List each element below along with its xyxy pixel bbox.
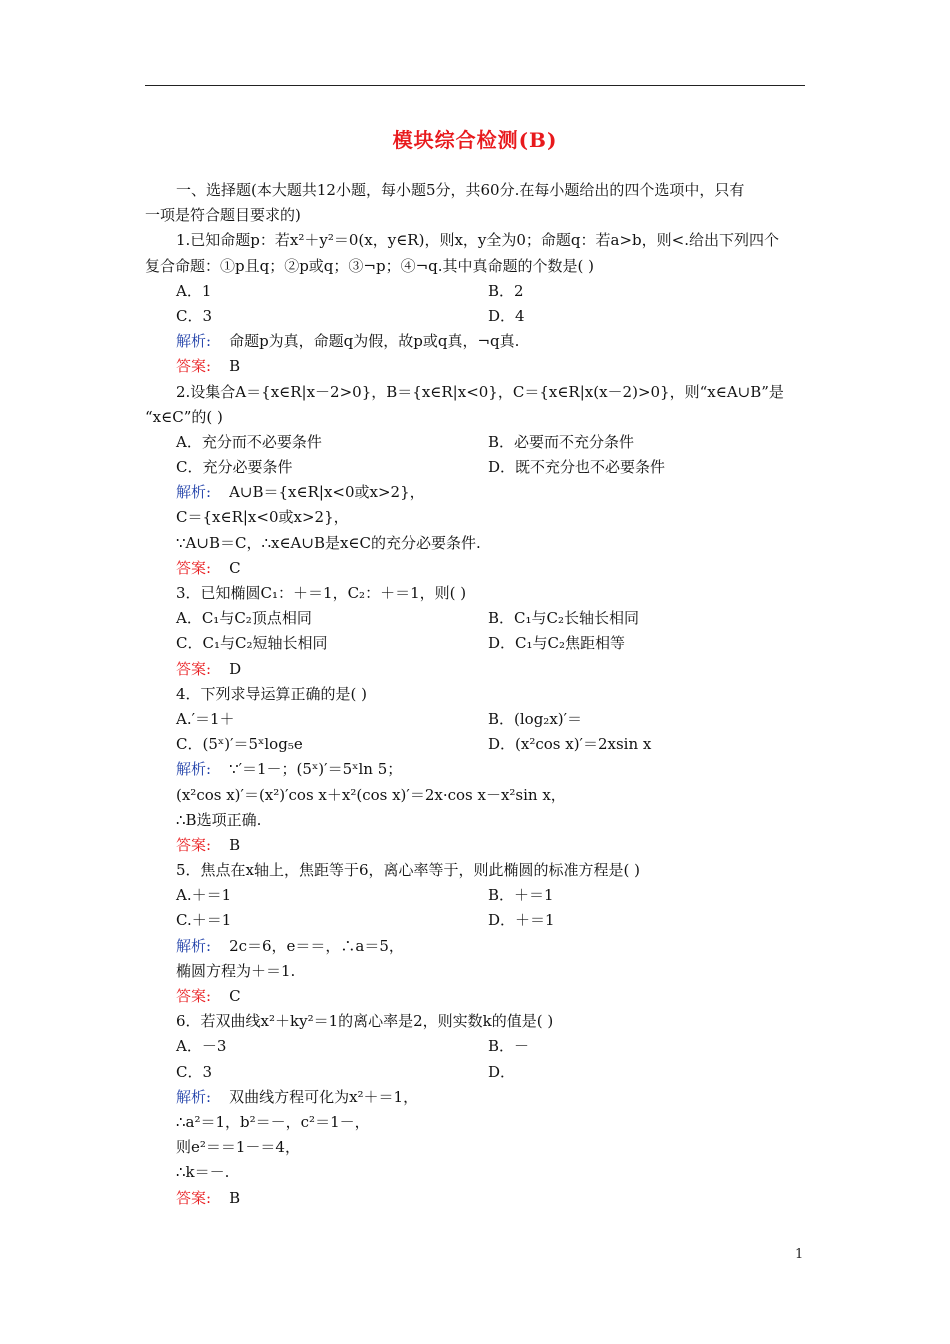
option-row (145, 430, 810, 455)
answer-line (145, 984, 810, 1009)
option-row (145, 455, 810, 480)
analysis-text: ∵′＝1－；(5ˣ)′＝5ˣln 5； (229, 760, 403, 779)
answer-line (145, 1186, 810, 1211)
option-c: C．(5ˣ)′＝5ˣlog₅e (176, 735, 303, 754)
answer-line (145, 833, 810, 858)
question-stem: 6．若双曲线x²＋ky²＝1的离心率是2，则实数k的值是( ) (176, 1012, 554, 1031)
analysis-line (145, 757, 810, 782)
answer-value: B (229, 835, 241, 854)
option-row (145, 304, 810, 329)
answer-line (145, 354, 810, 379)
option-d: D．C₁与C₂焦距相等 (488, 634, 626, 653)
analysis-text: 双曲线方程可化为x²＋＝1， (229, 1087, 419, 1106)
analysis-extra-line: ∴a²＝1，b²＝－，c²＝1－， (176, 1112, 370, 1131)
option-b: B．(log₂x)′＝ (488, 709, 583, 728)
option-d: D．(x²cos x)′＝2xsin x (488, 735, 652, 754)
option-c: C．C₁与C₂短轴长相同 (176, 634, 328, 653)
answer-value: C (229, 558, 241, 577)
option-c: C.＋＝1 (176, 911, 232, 930)
answer-label: 答案: (176, 558, 212, 577)
answer-label: 答案: (176, 835, 212, 854)
analysis-label: 解析: (176, 483, 212, 502)
option-a: A．－3 (176, 1037, 227, 1056)
answer-line (145, 556, 810, 581)
option-row (145, 732, 810, 757)
analysis-extra-line: ∴B选项正确. (176, 810, 262, 829)
analysis-text: A∪B＝{x∈R|x<0或x>2}， (229, 483, 425, 502)
answer-value: B (229, 1188, 241, 1207)
analysis-extra-line: 则e²＝＝1－＝4， (176, 1138, 300, 1157)
option-b: B．2 (488, 281, 524, 300)
answer-value: B (229, 357, 241, 376)
question-stem: 1.已知命题p：若x²＋y²＝0(x，y∈R)，则x，y全为0；命题q：若a>b，则<.给出下列四个 (176, 231, 779, 250)
question-stem: 2.设集合A＝{x∈R|x－2>0}，B＝{x∈R|x<0}，C＝{x∈R|x(x－2)>0}，则“x∈A∪B”是 (176, 382, 784, 401)
analysis-extra-line: 椭圆方程为＋＝1. (176, 961, 296, 980)
option-a: A.′＝1＋ (176, 709, 235, 728)
analysis-label: 解析: (176, 332, 212, 351)
option-d: D．4 (488, 306, 525, 325)
answer-value: C (229, 987, 241, 1005)
option-row (145, 707, 810, 732)
answer-value: D (229, 659, 242, 678)
option-a: A.＋＝1 (176, 886, 232, 905)
question-stem: 3．已知椭圆C₁：＋＝1，C₂：＋＝1，则( ) (176, 584, 467, 602)
option-row (145, 1034, 810, 1059)
analysis-label: 解析: (176, 936, 212, 955)
header-rule (145, 85, 805, 86)
analysis-extra-line: (x²cos x)′＝(x²)′cos x＋x²(cos x)′＝2x·cos x－x²sin x， (176, 785, 566, 804)
option-row (145, 883, 810, 908)
analysis-extra-line: ∵A∪B＝C，∴x∈A∪B是x∈C的充分必要条件. (176, 533, 481, 552)
page-number: 1 (795, 1247, 804, 1262)
option-a: A．C₁与C₂顶点相同 (176, 609, 312, 628)
answer-label: 答案: (176, 659, 212, 678)
analysis-extra-line: ∴k＝－. (176, 1163, 230, 1182)
option-row (145, 631, 810, 656)
analysis-extra-line: C＝{x∈R|x<0或x>2}， (176, 508, 349, 527)
analysis-label: 解析: (176, 760, 212, 779)
answer-label: 答案: (176, 987, 212, 1005)
analysis-line (145, 934, 810, 959)
question-stem: 复合命题：①p且q；②p或q；③¬p；④¬q.其中真命题的个数是( ) (145, 256, 594, 275)
section-intro-line: 一、选择题(本大题共12小题，每小题5分，共60分.在每小题给出的四个选项中，只有 (176, 181, 745, 199)
option-a: A．充分而不必要条件 (176, 432, 322, 451)
option-c: C．3 (176, 306, 213, 325)
answer-label: 答案: (176, 357, 212, 376)
answer-label: 答案: (176, 1188, 212, 1207)
option-a: A．1 (176, 281, 212, 300)
analysis-text: 命题p为真，命题q为假，故p或q真，¬q真. (229, 332, 520, 351)
option-c: C．充分必要条件 (176, 458, 293, 477)
analysis-line (145, 480, 810, 505)
question-stem: “x∈C”的( ) (145, 407, 223, 426)
option-d: D．＋＝1 (488, 911, 555, 930)
answer-line (145, 657, 810, 682)
question-stem: 4．下列求导运算正确的是( ) (176, 684, 368, 703)
option-d: D． (488, 1062, 516, 1081)
analysis-line (145, 329, 810, 354)
option-c: C．3 (176, 1062, 213, 1081)
option-row (145, 279, 810, 304)
option-row (145, 1060, 810, 1085)
option-row (145, 908, 810, 933)
option-row (145, 606, 810, 631)
analysis-text: 2c＝6，e＝＝，∴a＝5， (229, 936, 404, 955)
option-d: D．既不充分也不必要条件 (488, 458, 666, 477)
option-b: B．＋＝1 (488, 886, 554, 905)
option-b: B．－ (488, 1037, 530, 1056)
page-title: 模块综合检测(B) (392, 128, 558, 152)
question-stem: 5．焦点在x轴上，焦距等于6，离心率等于，则此椭圆的标准方程是( ) (176, 861, 641, 880)
analysis-line (145, 1085, 810, 1110)
document-body (145, 178, 810, 1211)
analysis-label: 解析: (176, 1087, 212, 1106)
option-b: B．必要而不充分条件 (488, 432, 635, 451)
section-intro-line: 一项是符合题目要求的) (145, 206, 301, 225)
option-b: B．C₁与C₂长轴长相同 (488, 609, 640, 628)
